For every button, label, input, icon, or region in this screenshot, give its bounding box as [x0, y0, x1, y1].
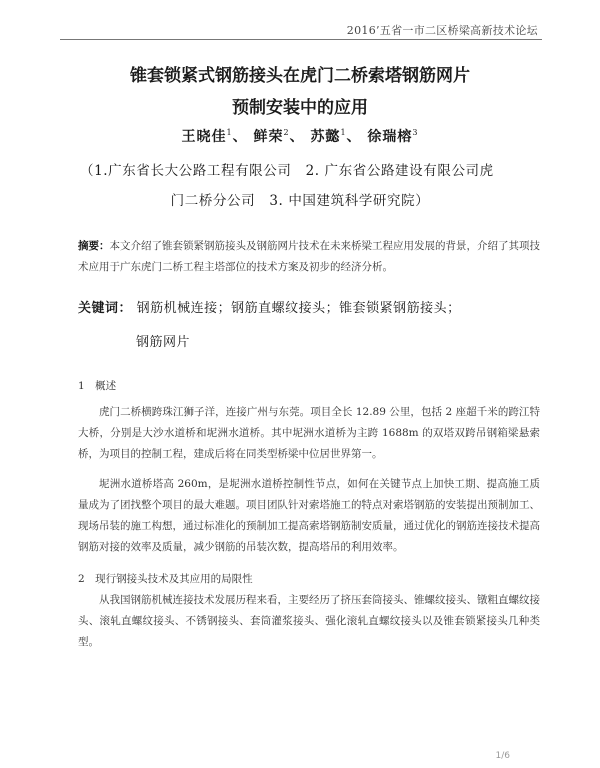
author-separator: 、: [289, 129, 305, 145]
author-affiliation-mark: 1: [226, 128, 233, 137]
keywords-text-2: 钢筋网片: [136, 335, 191, 350]
abstract-text: 本文介绍了锥套锁紧钢筋接头及钢筋网片技术在未来桥梁工程应用发展的背景，介绍了其项技术应用于广东虎门二桥工程主塔部位的技术方案及初步的经济分析。: [78, 240, 540, 273]
author-affiliation-mark: 2: [283, 128, 290, 137]
header-rule: [60, 39, 542, 40]
affiliations-line-2: 门二桥分公司 3. 中国建筑科学研究院）: [170, 193, 430, 209]
author-name: 苏懿: [310, 129, 341, 145]
running-header: 2016’五省一市二区桥梁高新技术论坛: [346, 24, 538, 37]
keywords-label: 关键词：: [78, 301, 133, 316]
body-paragraph: 坭洲水道桥塔高 260m，是坭洲水道桥控制性节点，如何在关键节点上加快工期、提高施工质量成为了团找整个项目的最大难题。项目团队针对索塔施工的特点对索塔钢筋的安装提出预制加工、现场吊装的施工构想，通过标准化的预制加工提高索塔钢筋制安质量，通过优化的钢筋连接技术提高钢筋对接的效率及质量，减少钢筋的吊装次数，提高塔吊的利用效率。: [78, 478, 540, 553]
section-heading: 1 概述: [78, 380, 117, 392]
body-paragraph: 从我国钢筋机械连接技术发展历程来看，主要经历了挤压套筒接头、锥螺纹接头、镦粗直螺纹接头、滚轧直螺纹接头、不锈钢接头、套筒灌浆接头、强化滚轧直螺纹接头以及锥套锁紧接头几种类型。: [78, 594, 540, 648]
author-separator: 、: [232, 129, 248, 145]
author-separator: 、: [346, 129, 362, 145]
author-name: 王晓佳: [181, 129, 227, 145]
abstract-label: 摘要：: [78, 240, 110, 252]
author-list: [60, 126, 540, 146]
affiliations-line-1: （1.广东省长大公路工程有限公司 2. 广东省公路建设有限公司虎: [80, 163, 494, 179]
section-heading: 2 现行钢接头技术及其应用的局限性: [78, 573, 253, 585]
keywords-line-1: [78, 292, 548, 326]
abstract: [78, 236, 540, 278]
body-paragraph: 虎门二桥横跨珠江狮子洋，连接广州与东莞。项目全长 12.89 公里，包括 2 座超千米的跨江特大桥，分别是大沙水道桥和坭洲水道桥。其中坭洲水道桥为主跨 1688m 的双塔双跨吊钢箱梁悬索桥，为项目的控制工程，建成后将在同类型桥梁中位居世界第一。: [78, 406, 540, 460]
author-name: 徐瑞榕: [367, 129, 413, 145]
author-affiliation-mark: 1: [340, 128, 347, 137]
keywords: [78, 292, 548, 360]
author-affiliation-mark: 3: [412, 128, 419, 137]
page-number: 1/6: [495, 751, 510, 761]
paper-title-line-2: 预制安装中的应用: [232, 98, 368, 118]
author-name: 鲜荣: [253, 129, 284, 145]
keywords-text-1: 钢筋机械连接；钢筋直螺纹接头；锥套锁紧钢筋接头；: [136, 301, 461, 316]
paper-title-line-1: 锥套锁紧式钢筋接头在虎门二桥索塔钢筋网片: [130, 66, 470, 86]
